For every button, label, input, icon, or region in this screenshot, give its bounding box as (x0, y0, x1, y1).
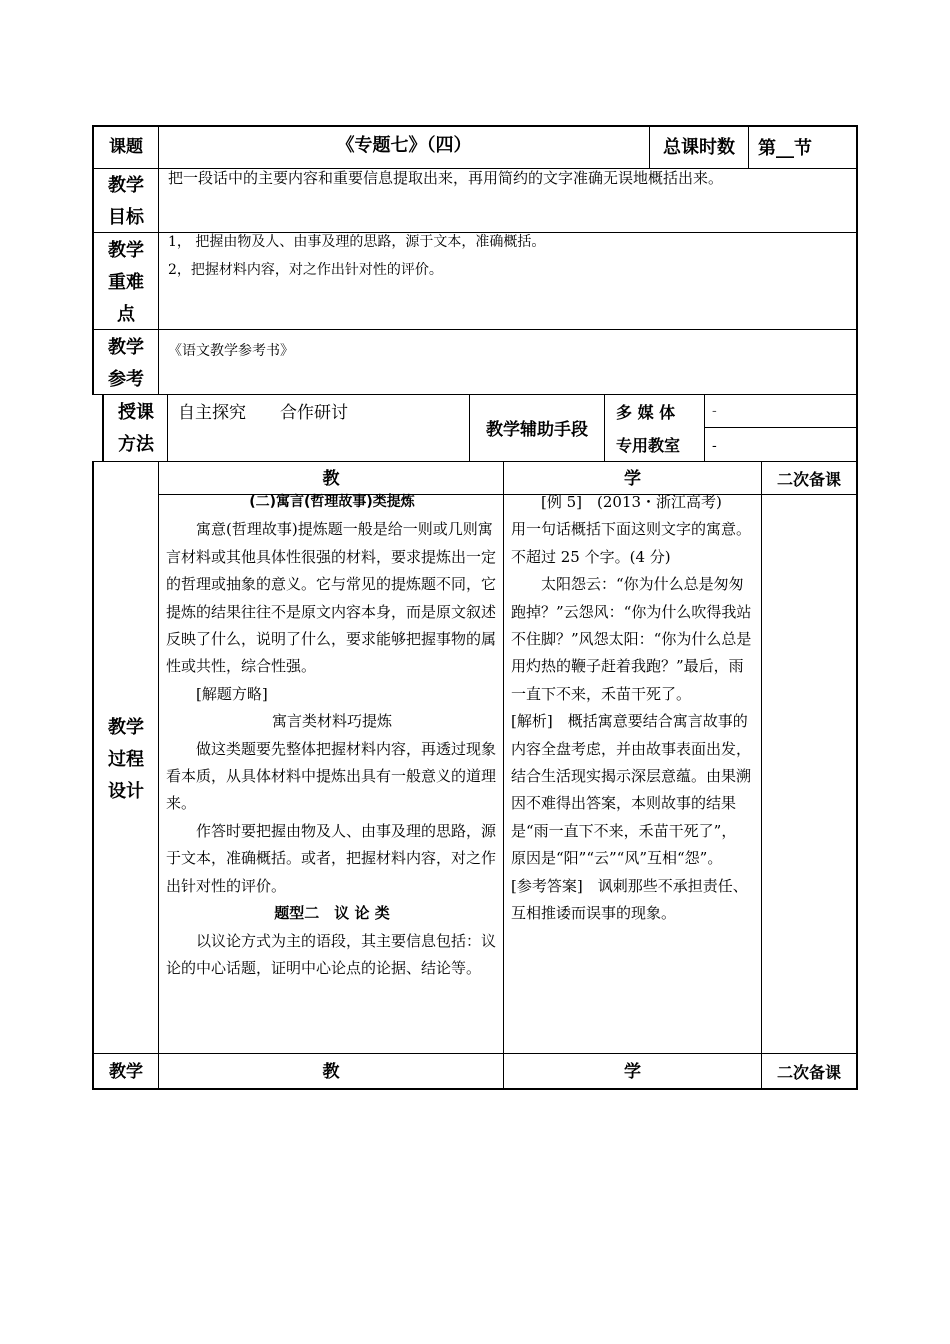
reference-text: 《语文教学参考书》 (168, 343, 294, 359)
multimedia-label: 多 媒 体 (616, 403, 676, 422)
teaching-methods: 自主探究 合作研讨 (178, 403, 348, 423)
course-title-label: 课题 (109, 137, 143, 157)
example-question: 用一句话概括下面这则文字的寓意。不超过 25 个字。(4 分) (511, 520, 752, 566)
teaching-aids-label: 教学辅助手段 (486, 420, 588, 440)
method-label: 授课方法 (118, 402, 154, 455)
footer-label: 教学 (109, 1062, 143, 1082)
footer-col-teach: 教 (322, 1062, 340, 1082)
teach-paragraph-1: 寓意(哲理故事)提炼题一般是给一则或几则寓言材料或其他具体性很强的材料，要求提炼出一定的哲理或抽象的意义。它与常见的提炼题不同，它提炼的结果往往不是原文内容本身，而是原文叙述反映了什么，说明了什么，要求能够把握事物的属性或共性，综合性强。 (166, 520, 497, 676)
teach-heading: (二)寓言(哲理故事)类提炼 (249, 494, 415, 510)
multimedia-value: - (712, 403, 717, 419)
reference-label: 教学参考 (108, 337, 144, 390)
teach-paragraph-4: 以议论方式为主的语段，其主要信息包括：议论的中心话题，证明中心论点的论据、结论等。 (166, 931, 497, 977)
footer-col-learn: 学 (624, 1062, 641, 1082)
col-teach-header: 教 (322, 469, 340, 489)
footer-col-second-prep: 二次备课 (776, 1063, 841, 1082)
teach-heading-2: 题型二 议 论 类 (274, 904, 390, 923)
example-analysis: [解析] 概括寓意要结合寓言故事的内容全盘考虑，并由故事表面出发，结合生活现实揭示深层意蕴。由果溯因不难得出答案，本则故事的结果是“雨一直下不来，禾苗干死了”， 原因是“阳”“云”“风”互相“怨”。 (511, 712, 752, 868)
teaching-goal-label: 教学目标 (108, 175, 144, 228)
teach-paragraph-2: 做这类题要先整体把握材料内容，再透过现象看本质，从具体材料中提炼出具有一般意义的道理来。 (166, 739, 497, 813)
col-second-prep-header: 二次备课 (776, 470, 841, 489)
section-number: 第__节 (758, 138, 812, 159)
course-title: 《专题七》（四） (336, 135, 472, 156)
example-tag: [例 5] (2013・浙江高考) (541, 493, 722, 511)
example-answer: [参考答案] 讽刺那些不承担责任、互相推诿而误事的现象。 (511, 876, 748, 923)
key-point-1: 1， 把握由物及人、由事及理的思路，源于文本，准确概括。 (168, 234, 546, 250)
col-learn-header: 学 (624, 469, 641, 489)
learn-column (511, 489, 755, 928)
example-story: 太阳怨云：“你为什么总是匆匆跑掉？”云怨风：“你为什么吹得我站不住脚？”风怨太阳：“你为什么总是用灼热的鞭子赶着我跑？”最后，雨一直下不来，禾苗干死了。 (511, 575, 752, 703)
teach-subheading: 寓言类材料巧提炼 (271, 712, 392, 731)
key-points-label: 教学重难点 (108, 240, 144, 325)
teaching-goal-text: 把一段话中的主要内容和重要信息提取出来，再用简约的文字准确无误地概括出来。 (168, 169, 724, 187)
key-point-2: 2，把握材料内容，对之作出针对性的评价。 (168, 262, 443, 278)
special-room-value: - (712, 438, 717, 454)
teach-paragraph-3: 作答时要把握由物及人、由事及理的思路，源于文本，准确概括。或者，把握材料内容，对之作出针对性的评价。 (166, 821, 497, 895)
method-tag: [解题方略] (196, 684, 268, 703)
teach-column (166, 489, 498, 982)
special-room-label: 专用教室 (616, 436, 681, 455)
process-label: 教学过程设计 (108, 717, 144, 802)
total-hours-label: 总课时数 (663, 137, 735, 158)
